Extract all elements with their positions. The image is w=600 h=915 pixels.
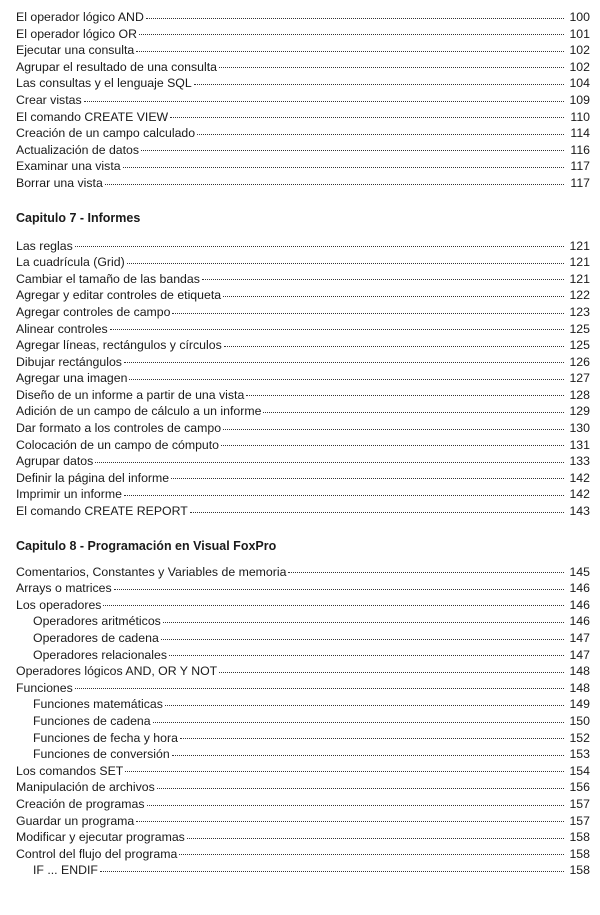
entry-title: Creación de un campo calculado <box>16 126 196 141</box>
page-number: 131 <box>569 437 590 452</box>
toc-entry <box>16 42 590 59</box>
dot-leader <box>139 34 564 35</box>
toc-entry <box>16 597 590 614</box>
toc-entry <box>16 453 590 470</box>
toc-entry-list <box>16 9 590 192</box>
toc-entry <box>16 663 590 680</box>
page-number: 154 <box>569 763 590 778</box>
page-number: 148 <box>569 680 590 695</box>
entry-title: Modificar y ejecutar programas <box>16 830 185 845</box>
page-number: 148 <box>569 664 590 679</box>
page-number: 110 <box>570 109 590 124</box>
entry-title: Funciones <box>16 680 73 695</box>
entry-title: Crear vistas <box>16 92 82 107</box>
page-number: 104 <box>569 76 590 91</box>
toc-entry <box>16 158 590 175</box>
page-number: 130 <box>569 421 590 436</box>
entry-title: IF ... ENDIF <box>33 863 98 878</box>
page-number: 114 <box>570 126 590 141</box>
page-number: 102 <box>569 59 590 74</box>
dot-leader <box>223 296 564 297</box>
toc-entry <box>16 420 590 437</box>
entry-title: Definir la página del informe <box>16 470 170 485</box>
entry-title: Operadores lógicos AND, OR Y NOT <box>16 664 218 679</box>
entry-title: Funciones de conversión <box>33 747 170 762</box>
entry-title: Las consultas y el lenguaje SQL <box>16 76 192 91</box>
entry-title: Agregar líneas, rectángulos y círculos <box>16 338 222 353</box>
entry-title: La cuadrícula (Grid) <box>16 255 125 270</box>
toc-entry <box>16 437 590 454</box>
page-number: 142 <box>569 487 590 502</box>
entry-title: Operadores aritméticos <box>33 614 161 629</box>
dot-leader <box>246 395 564 396</box>
entry-title: Operadores de cadena <box>33 631 159 645</box>
chapter-heading: Capitulo 8 - Programación en Visual FoxPro <box>16 538 277 553</box>
page-number: 157 <box>569 796 590 811</box>
page-number: 153 <box>569 747 590 762</box>
toc-entry <box>16 109 590 126</box>
toc-entry <box>16 829 590 846</box>
page-number: 121 <box>569 271 590 286</box>
dot-leader <box>197 134 564 135</box>
entry-title: Funciones de fecha y hora <box>33 730 178 745</box>
entry-title: Las reglas <box>16 238 73 253</box>
toc-entry <box>16 696 590 713</box>
dot-leader <box>180 738 564 739</box>
dot-leader <box>219 67 564 68</box>
toc-entry <box>16 59 590 76</box>
dot-leader <box>141 150 564 151</box>
dot-leader <box>194 84 564 85</box>
dot-leader <box>124 495 564 496</box>
toc-entry <box>16 287 590 304</box>
dot-leader <box>153 722 564 723</box>
page-number: 133 <box>569 454 590 469</box>
dot-leader <box>187 838 564 839</box>
toc-entry <box>16 730 590 747</box>
page-number: 158 <box>569 863 590 878</box>
dot-leader <box>263 412 564 413</box>
entry-title: Borrar una vista <box>16 175 103 190</box>
toc-entry <box>16 403 590 420</box>
entry-title: Agrupar el resultado de una consulta <box>16 59 217 74</box>
entry-title: Colocación de un campo de cómputo <box>16 437 220 452</box>
toc-entry <box>16 503 590 520</box>
page-number: 129 <box>569 404 590 419</box>
page-number: 102 <box>569 43 590 58</box>
dot-leader <box>125 771 564 772</box>
page-number: 147 <box>569 647 590 662</box>
entry-title: Actualización de datos <box>16 142 140 157</box>
entry-title: Dibujar rectángulos <box>16 354 122 369</box>
toc-entry <box>16 271 590 288</box>
dot-leader <box>123 167 564 168</box>
toc-entry <box>16 630 590 647</box>
entry-title: Dar formato a los controles de campo <box>16 421 222 436</box>
entry-title: Examinar una vista <box>16 159 121 174</box>
toc-entry <box>16 92 590 109</box>
entry-title: Ejecutar una consulta <box>16 43 135 58</box>
toc-entry <box>16 862 590 879</box>
toc-entry <box>16 354 590 371</box>
entry-title: Funciones de cadena <box>33 713 151 728</box>
page-number: 122 <box>569 288 590 303</box>
page-number: 109 <box>569 92 590 107</box>
toc-entry <box>16 796 590 813</box>
entry-title: El operador lógico OR <box>16 26 137 41</box>
dot-leader <box>165 705 564 706</box>
dot-leader <box>219 672 564 673</box>
dot-leader <box>179 854 564 855</box>
page-number: 127 <box>569 371 590 386</box>
toc-entry <box>16 470 590 487</box>
entry-title: El comando CREATE REPORT <box>16 504 188 519</box>
entry-title: Arrays o matrices <box>16 581 112 596</box>
dot-leader <box>157 788 564 789</box>
entry-title: Adición de un campo de cálculo a un informe <box>16 404 262 419</box>
toc-entry <box>16 370 590 387</box>
toc-entry <box>16 142 590 159</box>
page-number: 150 <box>569 713 590 728</box>
toc-entry <box>16 337 590 354</box>
entry-title: El operador lógico AND <box>16 10 144 24</box>
toc-entry <box>16 713 590 730</box>
toc-entry-list <box>16 238 590 520</box>
dot-leader <box>171 478 564 479</box>
page-number: 158 <box>569 846 590 861</box>
dot-leader <box>136 51 564 52</box>
dot-leader <box>170 117 564 118</box>
toc-entry <box>16 779 590 796</box>
toc-entry <box>16 746 590 763</box>
dot-leader <box>124 362 564 363</box>
page-number: 146 <box>569 581 590 596</box>
page-number: 158 <box>569 830 590 845</box>
page-number: 101 <box>569 26 590 41</box>
entry-title: Los operadores <box>16 597 102 612</box>
toc-entry <box>16 564 590 581</box>
toc-entry <box>16 9 590 26</box>
entry-title: Agrupar datos <box>16 454 94 469</box>
dot-leader <box>95 462 564 463</box>
page-number: 146 <box>569 614 590 629</box>
page-number: 146 <box>569 597 590 612</box>
toc-entry <box>16 763 590 780</box>
page-number: 128 <box>569 387 590 402</box>
toc-entry <box>16 321 590 338</box>
entry-title: Agregar una imagen <box>16 371 128 386</box>
entry-title: Agregar controles de campo <box>16 304 171 319</box>
dot-leader <box>224 346 564 347</box>
toc-section-chapter-7 <box>16 210 590 520</box>
dot-leader <box>100 871 564 872</box>
dot-leader <box>105 184 564 185</box>
dot-leader <box>169 655 564 656</box>
page-number: 145 <box>569 564 590 579</box>
toc-entry <box>16 647 590 664</box>
dot-leader <box>172 313 564 314</box>
toc-entry <box>16 613 590 630</box>
page-number: 126 <box>569 354 590 369</box>
dot-leader <box>84 101 564 102</box>
page-number: 117 <box>570 175 590 190</box>
page-number: 116 <box>570 142 590 157</box>
entry-title: Los comandos SET <box>16 763 124 778</box>
entry-title: Agregar y editar controles de etiqueta <box>16 288 222 303</box>
dot-leader <box>221 445 564 446</box>
toc-entry <box>16 125 590 142</box>
page-number: 142 <box>569 470 590 485</box>
toc-entry-list <box>16 564 590 879</box>
page-number: 117 <box>570 159 590 174</box>
dot-leader <box>288 572 564 573</box>
entry-title: Cambiar el tamaño de las bandas <box>16 271 200 286</box>
toc-entry <box>16 580 590 597</box>
dot-leader <box>146 18 564 19</box>
toc-entry <box>16 304 590 321</box>
page-number: 157 <box>569 813 590 828</box>
entry-title: Guardar un programa <box>16 813 135 828</box>
page-number: 100 <box>569 10 590 24</box>
page-number: 149 <box>569 697 590 712</box>
entry-title: Comentarios, Constantes y Variables de memoria <box>16 564 287 579</box>
entry-title: El comando CREATE VIEW <box>16 109 169 124</box>
dot-leader <box>114 589 564 590</box>
dot-leader <box>75 246 564 247</box>
page-number: 125 <box>569 321 590 336</box>
page-number: 156 <box>569 780 590 795</box>
page-number: 121 <box>569 255 590 270</box>
dot-leader <box>127 263 564 264</box>
page-number: 125 <box>569 338 590 353</box>
toc-entry <box>16 680 590 697</box>
table-of-contents <box>16 9 590 879</box>
dot-leader <box>172 755 564 756</box>
toc-entry <box>16 254 590 271</box>
toc-entry <box>16 26 590 43</box>
dot-leader <box>147 805 565 806</box>
dot-leader <box>163 622 564 623</box>
dot-leader <box>223 429 564 430</box>
toc-entry <box>16 238 590 255</box>
toc-entry <box>16 846 590 863</box>
entry-title: Manipulación de archivos <box>16 780 155 795</box>
page-number: 121 <box>569 238 590 253</box>
toc-entry <box>16 387 590 404</box>
toc-section-chapter-8 <box>16 538 590 879</box>
toc-entry <box>16 75 590 92</box>
toc-entry <box>16 486 590 503</box>
toc-section-continued <box>16 9 590 192</box>
entry-title: Creación de programas <box>16 796 145 811</box>
dot-leader <box>202 279 564 280</box>
dot-leader <box>136 821 564 822</box>
dot-leader <box>190 512 564 513</box>
entry-title: Alinear controles <box>16 321 108 336</box>
page-number: 147 <box>569 631 590 645</box>
chapter-heading: Capitulo 7 - Informes <box>16 210 141 225</box>
dot-leader <box>129 379 564 380</box>
toc-entry <box>16 813 590 830</box>
page-number: 152 <box>569 730 590 745</box>
entry-title: Operadores relacionales <box>33 647 167 662</box>
page-number: 143 <box>569 504 590 519</box>
entry-title: Diseño de un informe a partir de una vista <box>16 387 245 402</box>
entry-title: Imprimir un informe <box>16 487 122 502</box>
dot-leader <box>110 329 564 330</box>
dot-leader <box>75 688 564 689</box>
page-number: 123 <box>569 304 590 319</box>
toc-entry <box>16 175 590 192</box>
entry-title: Control del flujo del programa <box>16 846 178 861</box>
dot-leader <box>161 639 564 640</box>
entry-title: Funciones matemáticas <box>33 697 163 712</box>
dot-leader <box>103 605 564 606</box>
